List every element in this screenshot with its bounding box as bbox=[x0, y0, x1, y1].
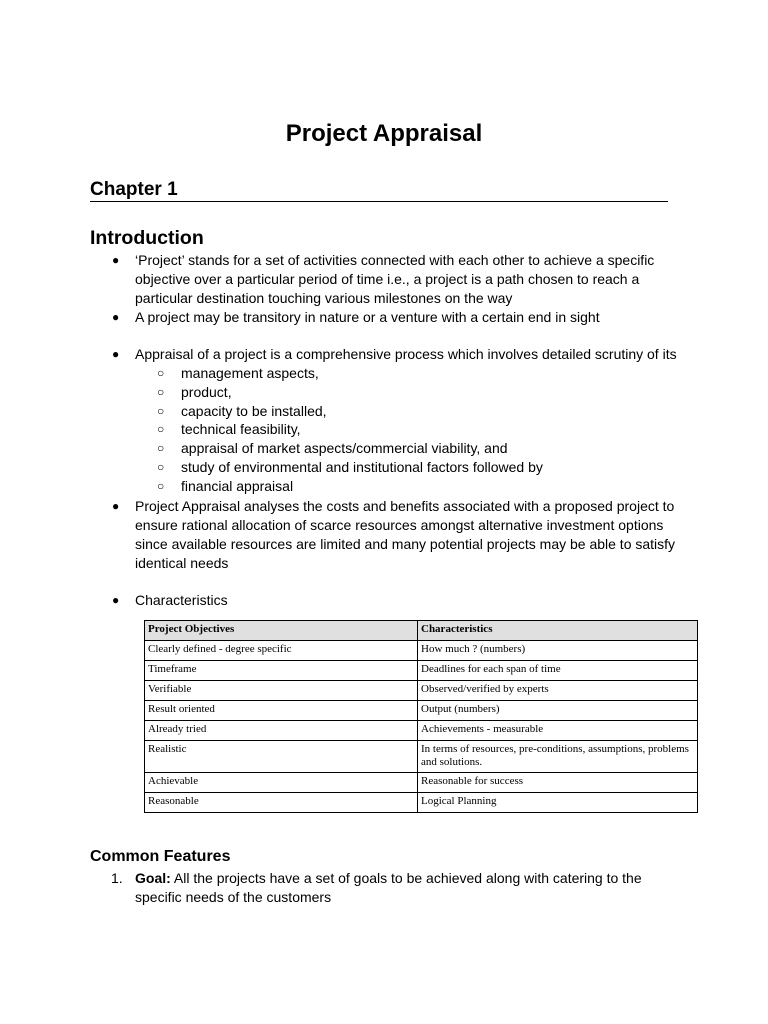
sub-list-item bbox=[135, 477, 655, 496]
bullet-icon: ● bbox=[112, 310, 120, 324]
hollow-bullet-icon: ○ bbox=[157, 384, 165, 399]
table-cell: Timeframe bbox=[145, 661, 418, 681]
list-item bbox=[90, 308, 690, 327]
sub-item-text: management aspects, bbox=[181, 365, 319, 381]
table-cell: Reasonable for success bbox=[418, 773, 698, 793]
list-item bbox=[90, 869, 690, 907]
table-row bbox=[145, 773, 698, 793]
table-row bbox=[145, 661, 698, 681]
table-header-cell: Characteristics bbox=[418, 621, 698, 641]
sub-item-text: capacity to be installed, bbox=[181, 402, 327, 419]
bullet-text: Project Appraisal analyses the costs and benefits associated with a proposed project to ensure rational allocation of scarce resources amongst alternative investment options since available resources are limited and many potential projects may be able to satisfy identical needs bbox=[135, 498, 676, 571]
sub-list-item bbox=[135, 402, 655, 421]
chapter-heading: Chapter 1 bbox=[90, 178, 668, 202]
sub-list-item bbox=[135, 439, 655, 458]
sub-list-item bbox=[135, 420, 655, 439]
bullet-text: Appraisal of a project is a comprehensive process which involves detailed scrutiny of its bbox=[135, 346, 677, 362]
list-item bbox=[90, 251, 690, 308]
table-cell: Observed/verified by experts bbox=[418, 681, 698, 701]
table-row bbox=[145, 701, 698, 721]
bullet-icon: ● bbox=[112, 593, 120, 607]
sub-item-text: study of environmental and institutional factors followed by bbox=[181, 458, 543, 475]
appraisal-sub-list bbox=[135, 364, 655, 496]
table-cell: Clearly defined - degree specific bbox=[145, 641, 418, 661]
characteristics-bullet-list bbox=[90, 591, 690, 610]
feature-text: All the projects have a set of goals to be achieved along with catering to the specific needs of the customers bbox=[135, 870, 642, 905]
list-item bbox=[90, 591, 690, 610]
bullet-text: ‘Project’ stands for a set of activities connected with each other to achieve a specific objective over a particular period of time i.e., a project is a path chosen to reach a particular destination touching various milestones on the way bbox=[135, 252, 655, 306]
hollow-bullet-icon: ○ bbox=[157, 459, 165, 474]
sub-item-text: technical feasibility, bbox=[181, 421, 301, 438]
hollow-bullet-icon: ○ bbox=[157, 441, 165, 456]
characteristics-table bbox=[144, 620, 698, 813]
table-cell: Realistic bbox=[145, 741, 418, 773]
table-row bbox=[145, 721, 698, 741]
table-cell: Achievements - measurable bbox=[418, 721, 698, 741]
intro-bullet-list bbox=[90, 251, 690, 327]
introduction-heading: Introduction bbox=[90, 227, 204, 249]
hollow-bullet-icon: ○ bbox=[157, 366, 165, 380]
table-row bbox=[145, 793, 698, 813]
bullet-text: A project may be transitory in nature or a venture with a certain end in sight bbox=[135, 309, 600, 325]
sub-item-text: appraisal of market aspects/commercial viability, and bbox=[181, 440, 508, 457]
hollow-bullet-icon: ○ bbox=[157, 403, 165, 418]
common-features-heading: Common Features bbox=[90, 848, 231, 865]
list-number: 1. bbox=[111, 870, 123, 886]
features-numbered-list bbox=[90, 869, 690, 907]
costs-bullet-list bbox=[90, 497, 690, 573]
table-cell: How much ? (numbers) bbox=[418, 641, 698, 661]
table-cell: Result oriented bbox=[145, 701, 418, 721]
table-cell: Deadlines for each span of time bbox=[418, 661, 698, 681]
bullet-icon: ● bbox=[112, 347, 120, 361]
appraisal-bullet-list bbox=[90, 345, 690, 364]
list-item bbox=[90, 345, 690, 364]
sub-list-item bbox=[135, 458, 655, 477]
table-row bbox=[145, 641, 698, 661]
feature-label: Goal: bbox=[135, 870, 171, 886]
table-cell: Reasonable bbox=[145, 793, 418, 813]
table-cell: Logical Planning bbox=[418, 793, 698, 813]
table-cell: Already tried bbox=[145, 721, 418, 741]
table-header-cell: Project Objectives bbox=[145, 621, 418, 641]
table-cell: Achievable bbox=[145, 773, 418, 793]
list-item bbox=[90, 497, 690, 573]
table-row bbox=[145, 681, 698, 701]
sub-item-text: financial appraisal bbox=[181, 477, 294, 494]
hollow-bullet-icon: ○ bbox=[157, 422, 165, 437]
bullet-text: Characteristics bbox=[135, 592, 228, 608]
sub-list-item bbox=[135, 364, 655, 383]
table-cell: In terms of resources, pre-conditions, assumptions, problems and solutions. bbox=[418, 741, 698, 773]
bullet-icon: ● bbox=[112, 499, 120, 513]
bullet-icon: ● bbox=[112, 253, 120, 267]
sub-item-text: product, bbox=[181, 383, 232, 400]
table-cell: Output (numbers) bbox=[418, 701, 698, 721]
table-cell: Verifiable bbox=[145, 681, 418, 701]
hollow-bullet-icon: ○ bbox=[157, 478, 165, 493]
sub-list-item bbox=[135, 383, 655, 402]
document-title: Project Appraisal bbox=[285, 120, 483, 147]
table-row bbox=[145, 741, 698, 773]
table-header-row bbox=[145, 621, 698, 641]
